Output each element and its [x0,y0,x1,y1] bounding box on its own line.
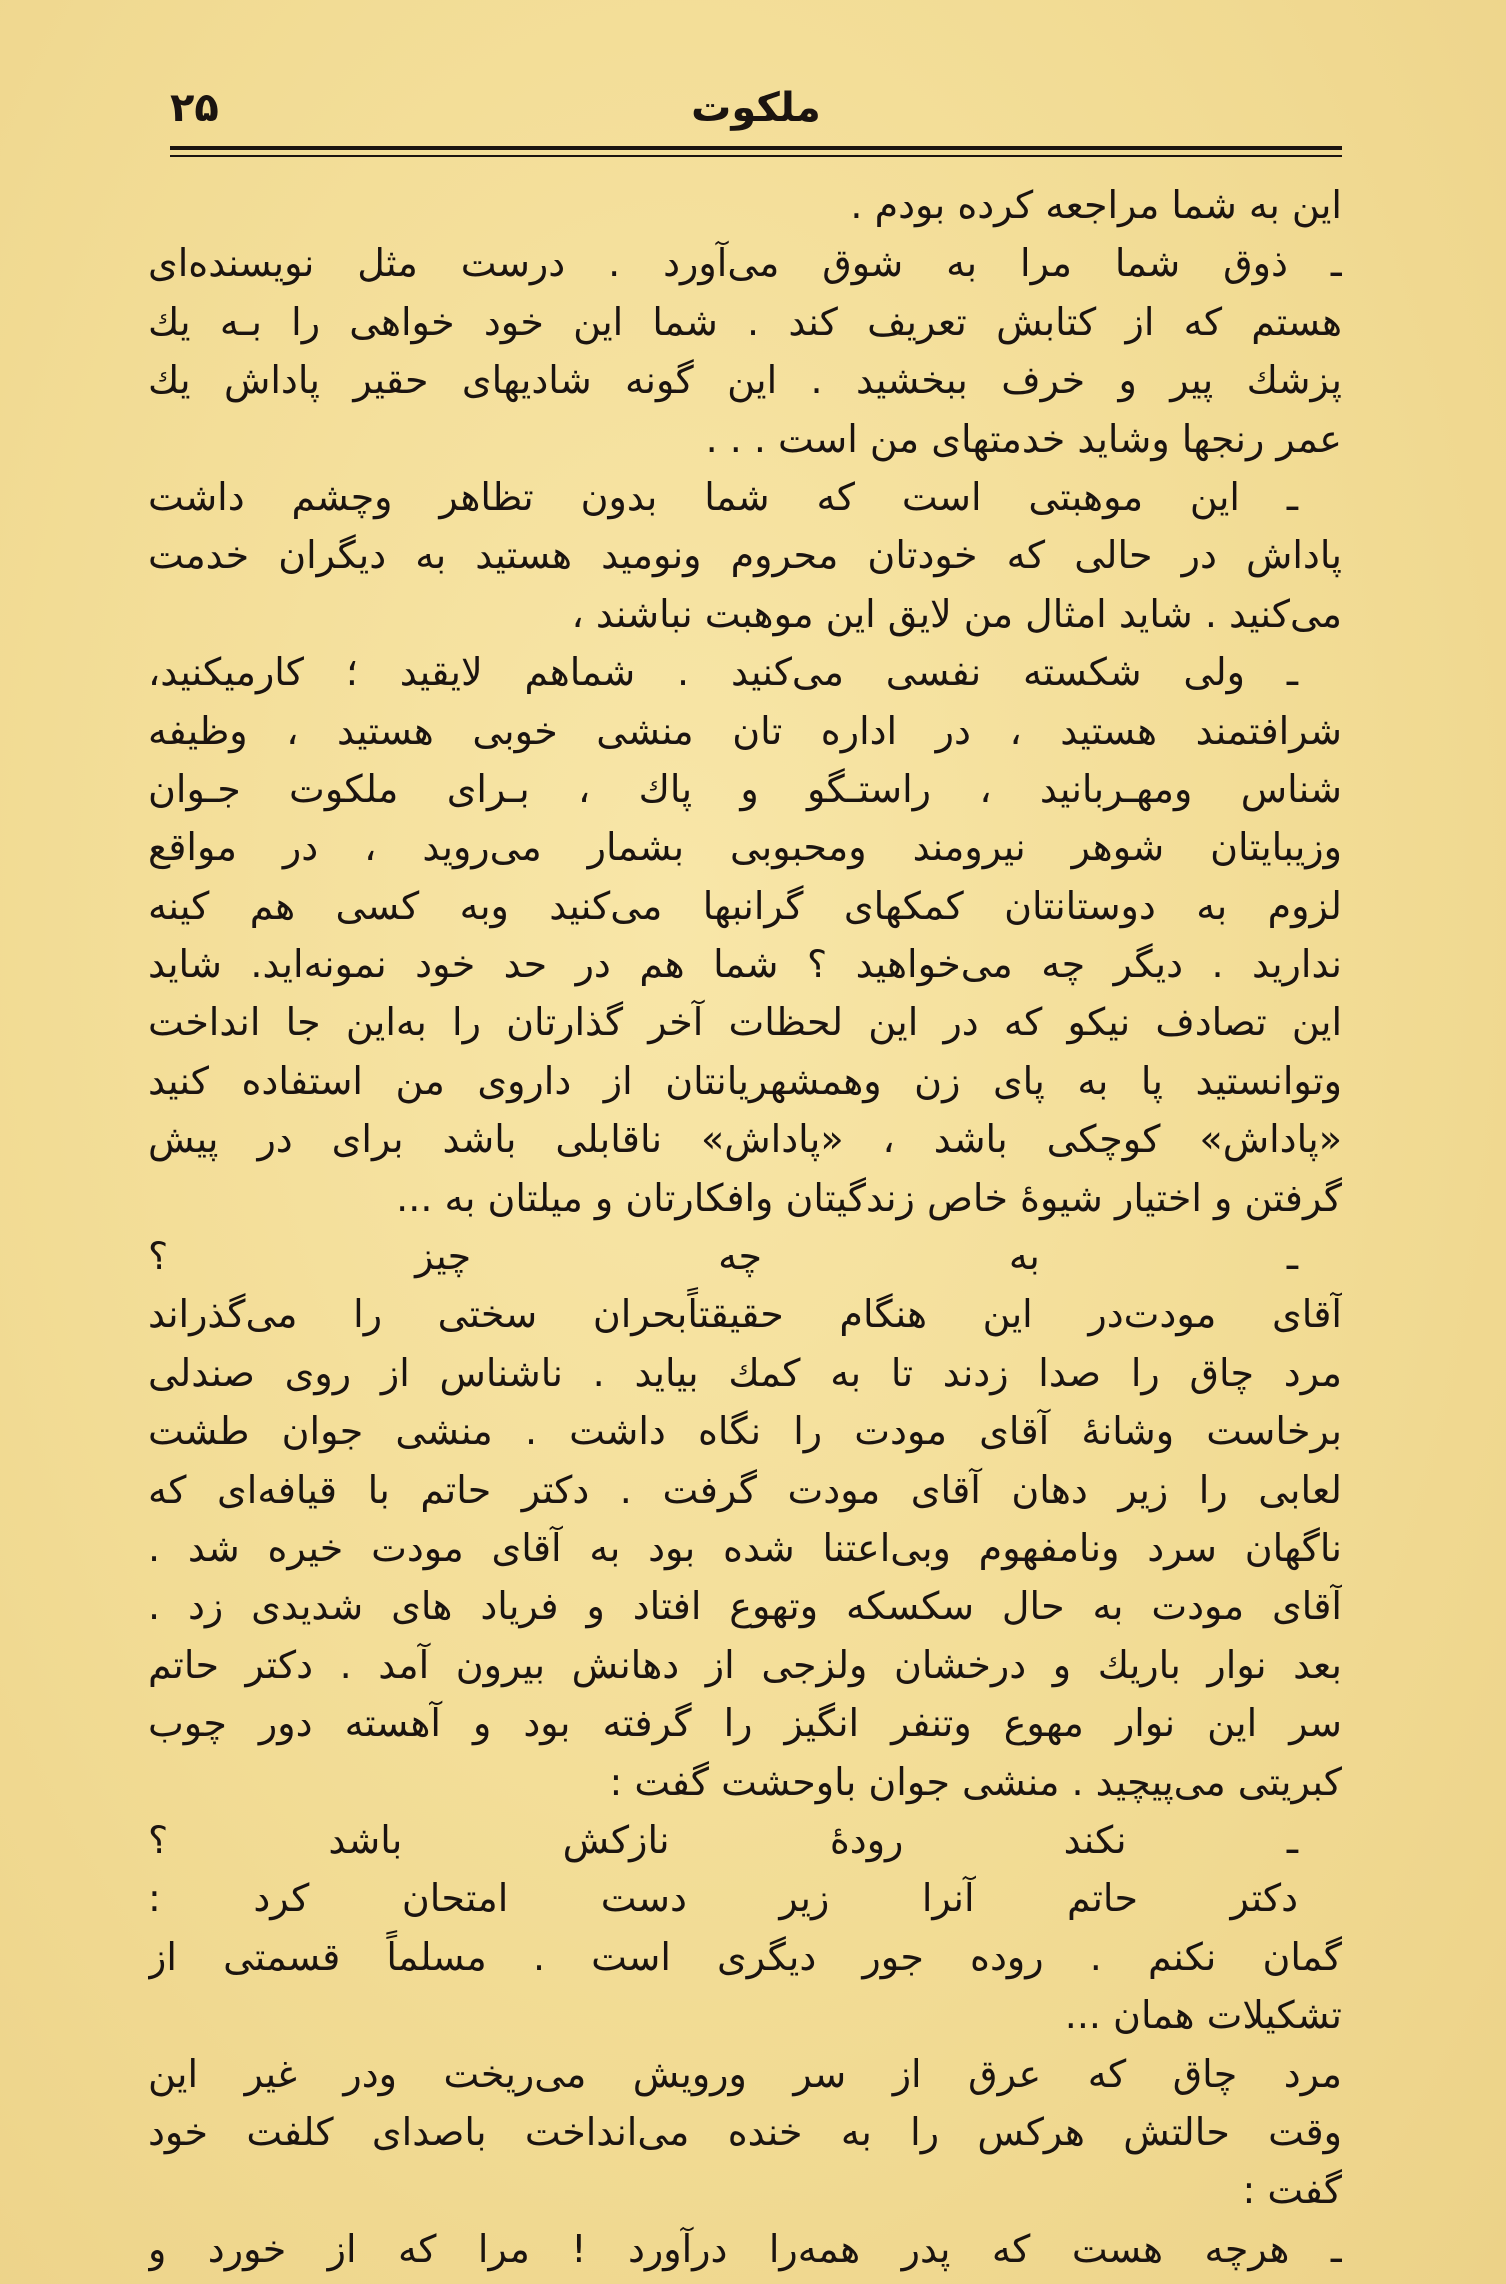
page-number: ۲۵ [170,85,219,131]
text-line: «پاداش» کوچکی باشد ، «پاداش» ناقابلی باشد برای در پیش [148,1117,1342,1162]
text-line: ـ ذوق شما مرا به شوق می‌آورد . درست مثل نویسنده‌ای [148,241,1342,286]
text-line: تشکیلات همان ... [1064,1993,1342,2038]
page-header [170,78,1342,138]
text-line: پاداش در حالی که خودتان محروم ونومید هستید به دیگران خدمت [148,533,1342,578]
text-line: وزیبایتان شوهر نیرومند ومحبوبی بشمار می‌روید ، در مواقع [148,825,1342,870]
text-line: مرد چاق را صدا زدند تا به کمك بیاید . ناشناس از روی صندلی [148,1350,1342,1395]
body-text [148,176,1342,2278]
header-rule-thin [170,155,1342,157]
running-title: ملکوت [691,85,821,131]
text-line: شناس ومهـربانید ، راستـگو و پاك ، بـرای ملکوت جـوان [148,766,1342,811]
text-line: ناگهان سرد ونامفهوم وبی‌اعتنا شده بود به آقای مودت خیره شد . [148,1525,1342,1570]
text-line: گرفتن و اختیار شیوهٔ خاص زندگیتان وافکارتان و میلتان به ... [396,1175,1342,1220]
text-line: پزشك پیر و خرف ببخشید . این گونه شادیهای حقیر پاداش یك [148,358,1342,403]
text-line: ـ به چه چیز ؟ [148,1234,1298,1279]
text-line: این تصادف نیکو که در این لحظات آخر گذارتان را به‌این جا انداخت [148,1000,1342,1045]
text-line: وقت حالتش هرکس را به خنده می‌انداخت باصدای کلفت خود [148,2109,1342,2154]
text-line: ـ نکند رودهٔ نازکش باشد ؟ [148,1817,1298,1862]
text-line: کبریتی می‌پیچید . منشی جوان باوحشت گفت : [609,1759,1342,1804]
text-line: بعد نوار باریك و درخشان ولزجی از دهانش بیرون آمد . دکتر حاتم [148,1642,1342,1687]
text-line: این به شما مراجعه کرده بودم . [850,183,1342,227]
text-line: مرد چاق که عرق از سر ورویش می‌ریخت ودر غیر این [148,2051,1342,2096]
text-line: گفت : [1242,2168,1342,2213]
text-line: می‌کنید . شاید امثال من لایق این موهبت نباشند ، [571,591,1342,636]
text-line: شرافتمند هستید ، در اداره تان منشی خوبی هستید ، وظیفه [148,708,1342,753]
text-line: ـ هرچه هست که پدر همه‌را درآورد ! مرا که از خورد و [148,2226,1342,2271]
text-line: گمان نکنم . روده جور دیگری است . مسلماً قسمتی از [148,1934,1342,1979]
header-rule-thick [170,146,1342,150]
text-line: ـ این موهبتی است که شما بدون تظاهر وچشم داشت [148,474,1298,519]
text-line: ـ ولی شکسته نفسی می‌کنید . شماهم لایقید ؛ کارمیکنید، [148,650,1298,695]
text-line: دکتر حاتم آنرا زیر دست امتحان کرد : [148,1876,1298,1921]
text-line: عمر رنجها وشاید خدمتهای من است . . . [705,416,1342,461]
text-line: برخاست وشانهٔ آقای مودت را نگاه داشت . منشی جوان طشت [148,1409,1342,1454]
text-line: آقای مودت‌در این هنگام حقیقتاًبحران سختی را می‌گذراند [148,1292,1342,1337]
text-line: آقای مودت به حال سکسکه وتهوع افتاد و فریاد های شدیدی زد . [148,1584,1342,1629]
text-line: ندارید . دیگر چه می‌خواهید ؟ شما هم در حد خود نمونه‌اید. شاید [148,942,1342,987]
text-line: وتوانستید پا به پای زن وهمشهریانتان از داروی من استفاده کنید [148,1058,1342,1103]
text-line: لعابی را زیر دهان آقای مودت گرفت . دکتر حاتم با قیافه‌ای که [148,1467,1342,1512]
text-line: لزوم به دوستانتان کمکهای گرانبها می‌کنید وبه کسی هم کینه [148,883,1342,928]
text-line: هستم که از کتابش تعریف کند . شما این خود خواهی را بـه یك [148,299,1342,344]
text-line: سر این نوار مهوع وتنفر انگیز را گرفته بود و آهسته دور چوب [148,1701,1342,1746]
